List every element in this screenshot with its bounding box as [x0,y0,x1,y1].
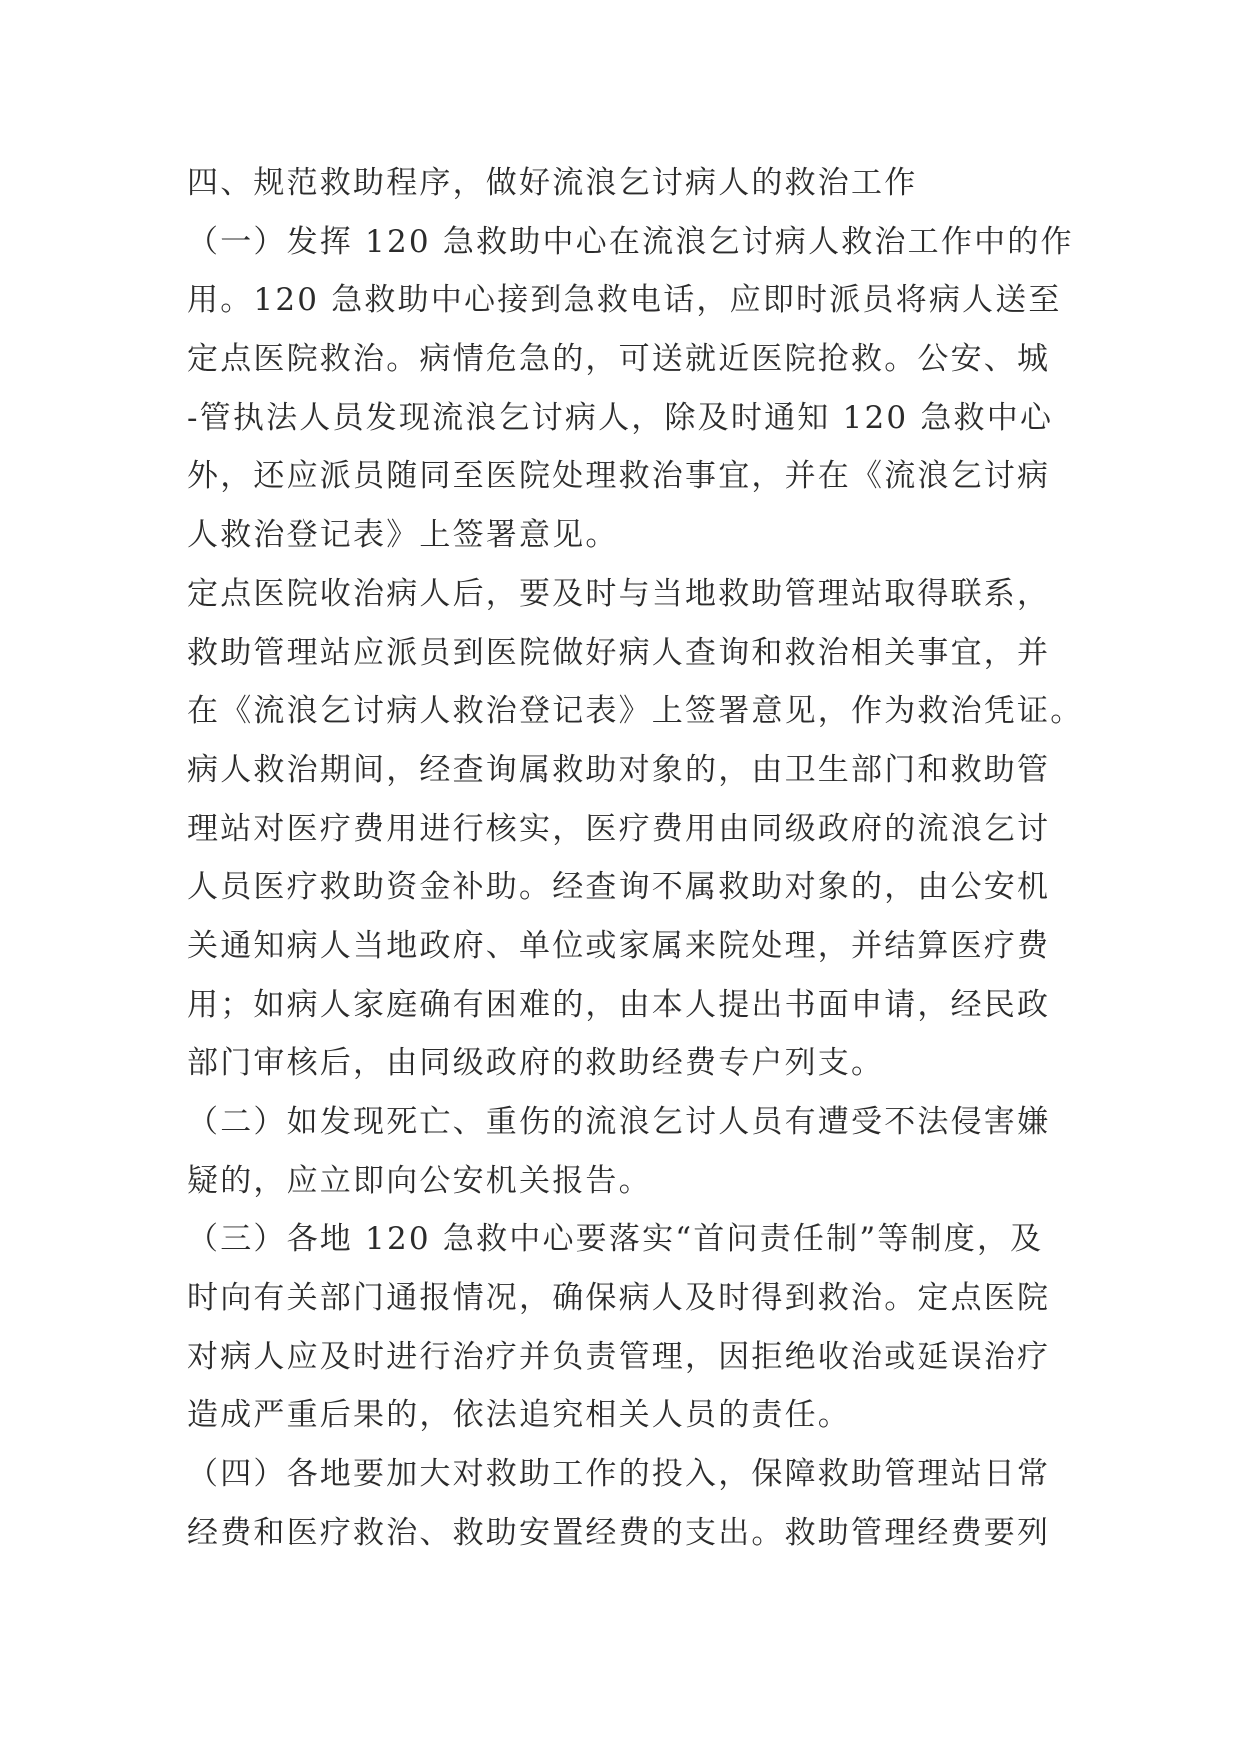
text-line: 关通知病人当地政府、单位或家属来院处理，并结算医疗费 [187,927,1051,964]
text-line: 外，还应派员随同至医院处理救治事宜，并在《流浪乞讨病 [187,458,1051,495]
text-line: 时向有关部门通报情况，确保病人及时得到救治。定点医院 [187,1280,1051,1317]
text-line: （四）各地要加大对救助工作的投入，保障救助管理站日常 [187,1456,1051,1493]
document-body [187,154,1084,1563]
text-line: 在《流浪乞讨病人救治登记表》上签署意见，作为救治凭证。 [187,693,1084,730]
section-heading: 四、规范救助程序，做好流浪乞讨病人的救治工作 [187,165,918,201]
text-line: -管执法人员发现流浪乞讨病人，除及时通知 120 急救中心 [187,399,1054,436]
text-line: 人救治登记表》上签署意见。 [187,517,619,554]
text-line: 部门审核后，由同级政府的救助经费专户列支。 [187,1045,885,1082]
text-line: 定点医院救治。病情危急的，可送就近医院抢救。公安、城 [187,341,1051,378]
text-line: 经费和医疗救治、救助安置经费的支出。救助管理经费要列 [187,1514,1051,1551]
text-line: 救助管理站应派员到医院做好病人查询和救治相关事宜，并 [187,634,1051,671]
text-line: （三）各地 120 急救中心要落实“首问责任制”等制度，及 [187,1221,1044,1258]
text-line: 病人救治期间，经查询属救助对象的，由卫生部门和救助管 [187,751,1051,788]
text-line: 用；如病人家庭确有困难的，由本人提出书面申请，经民政 [187,986,1051,1023]
text-line: 对病人应及时进行治疗并负责管理，因拒绝收治或延误治疗 [187,1338,1051,1375]
text-line: 疑的，应立即向公安机关报告。 [187,1162,652,1199]
text-line: 用。120 急救助中心接到急救电话，应即时派员将病人送至 [187,282,1062,319]
text-line: （二）如发现死亡、重伤的流浪乞讨人员有遭受不法侵害嫌 [187,1104,1051,1140]
text-line: 理站对医疗费用进行核实，医疗费用由同级政府的流浪乞讨 [187,810,1051,847]
text-line: 造成严重后果的，依法追究相关人员的责任。 [187,1397,851,1434]
text-line: 定点医院收治病人后，要及时与当地救助管理站取得联系， [187,575,1051,612]
text-line: （一）发挥 120 急救助中心在流浪乞讨病人救治工作中的作 [187,223,1074,260]
text-line: 人员医疗救助资金补助。经查询不属救助对象的，由公安机 [187,869,1051,906]
